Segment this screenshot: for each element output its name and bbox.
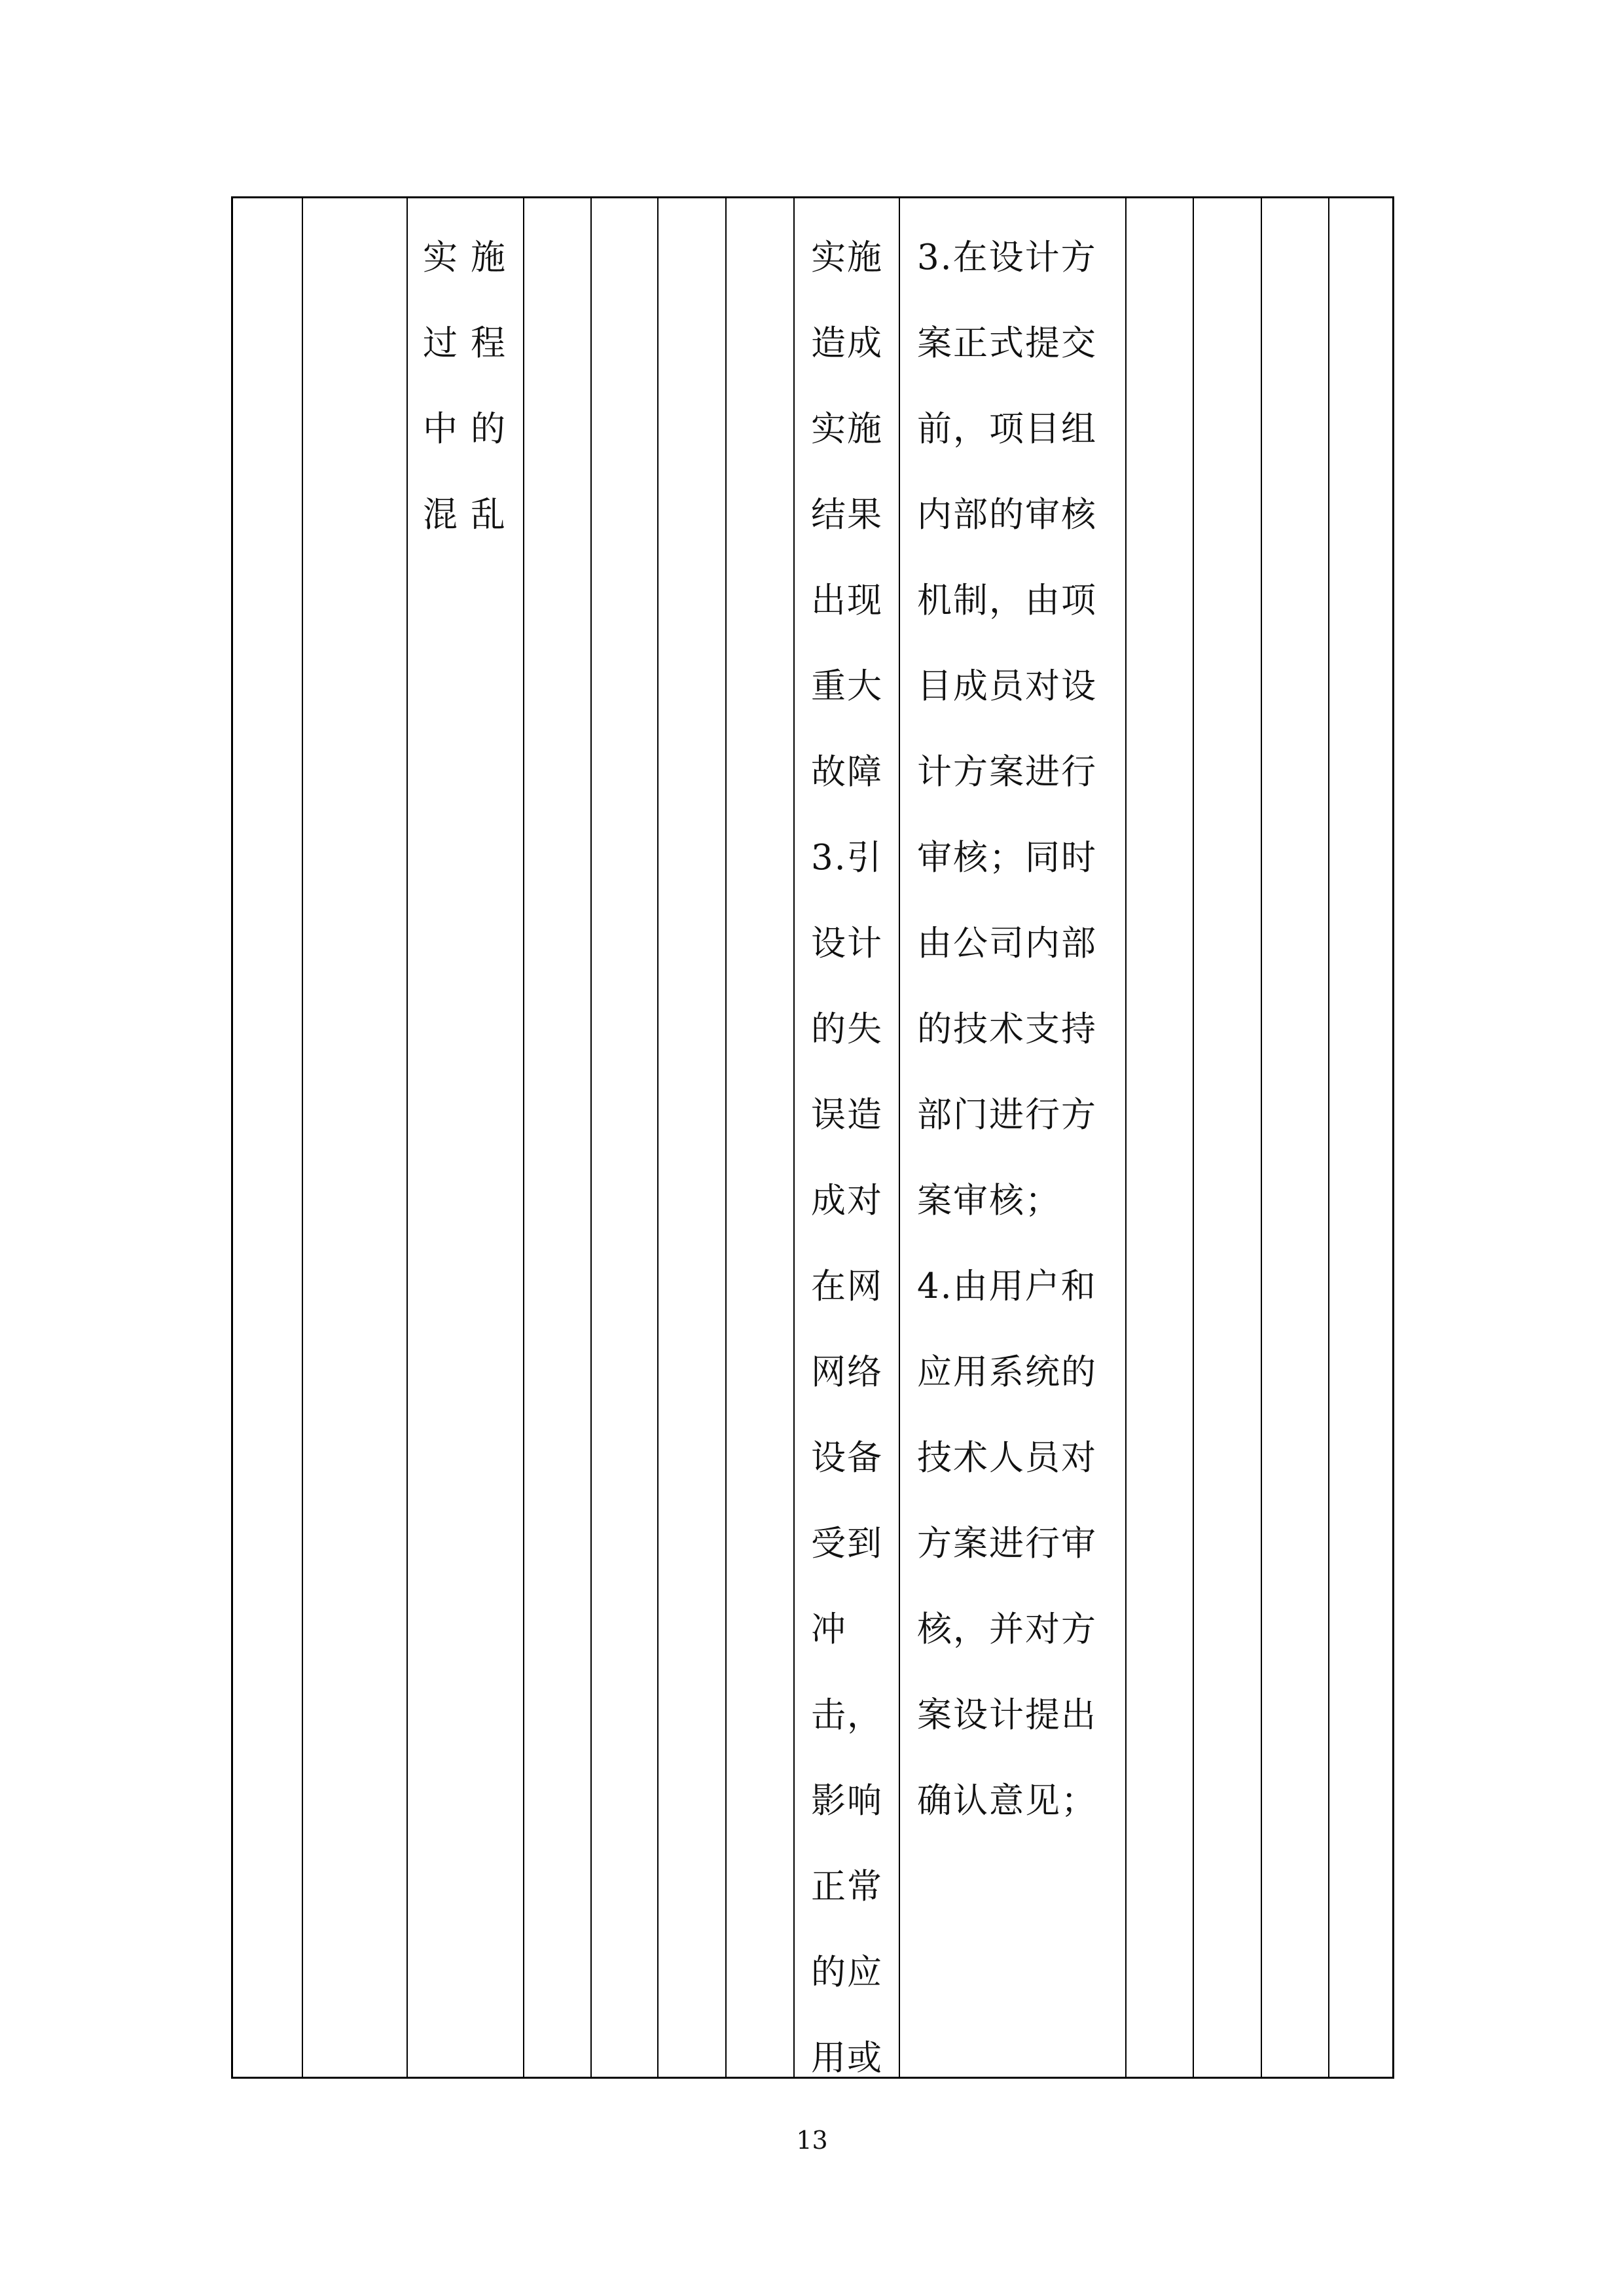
- risk-description-cell: [423, 215, 518, 558]
- text-line: 混乱: [423, 495, 518, 535]
- text-line: 机制，由项: [917, 581, 1097, 620]
- text-line: 技术人员对: [917, 1438, 1097, 1478]
- text-line: 的失: [811, 1009, 883, 1049]
- text-line: 受到: [811, 1524, 883, 1564]
- text-line: 造成: [811, 323, 883, 363]
- text-line: 的应: [811, 1952, 883, 1992]
- text-line: 前，项目组: [917, 409, 1097, 449]
- column-divider: [899, 198, 900, 2077]
- text-line: 内部的审核: [917, 495, 1097, 535]
- text-line: 3.引: [811, 838, 883, 878]
- text-line: 中的: [423, 409, 518, 449]
- page-number: 13: [796, 2126, 828, 2155]
- column-divider: [302, 198, 303, 2077]
- text-line: 部门进行方: [917, 1095, 1097, 1135]
- text-line: 计方案进行: [917, 752, 1097, 792]
- text-line: 实施: [811, 409, 883, 449]
- text-line: 成对: [811, 1181, 883, 1221]
- text-line: 设备: [811, 1438, 883, 1478]
- text-line: 用或: [811, 2038, 883, 2078]
- risk-impact-cell: [811, 215, 883, 2101]
- column-divider: [406, 198, 408, 2077]
- text-line: 网络: [811, 1352, 883, 1392]
- text-line: 实施: [811, 238, 883, 278]
- risk-table: [231, 196, 1394, 2079]
- text-line: 的技术支持: [917, 1009, 1097, 1049]
- text-line: 影响: [811, 1781, 883, 1821]
- column-divider: [1261, 198, 1262, 2077]
- text-line: 案设计提出: [917, 1695, 1097, 1735]
- text-line: 3.在设计方: [917, 238, 1097, 278]
- text-line: 应用系统的: [917, 1352, 1097, 1392]
- text-line: 确认意见；: [917, 1781, 1097, 1821]
- text-line: 出现: [811, 581, 883, 620]
- text-line: 故障: [811, 752, 883, 792]
- text-line: 设计: [811, 924, 883, 963]
- text-line: 目成员对设: [917, 666, 1097, 706]
- column-divider: [523, 198, 524, 2077]
- mitigation-measures-cell: [917, 215, 1097, 1844]
- text-line: 方案进行审: [917, 1524, 1097, 1564]
- column-divider: [1328, 198, 1329, 2077]
- text-line: 重大: [811, 666, 883, 706]
- text-line: 案审核；: [917, 1181, 1061, 1221]
- text-line: 正常: [811, 1867, 883, 1907]
- text-line: 实施: [423, 238, 518, 278]
- text-line: 核，并对方: [917, 1609, 1097, 1649]
- column-divider: [793, 198, 795, 2077]
- text-line: 过程: [423, 323, 518, 363]
- text-line: 击，: [811, 1695, 883, 1735]
- text-line: 案正式提交: [917, 323, 1097, 363]
- text-line: 在网: [811, 1266, 883, 1306]
- text-line: 结果: [811, 495, 883, 535]
- text-line: 4.由用户和: [917, 1266, 1097, 1306]
- column-divider: [1193, 198, 1194, 2077]
- column-divider: [590, 198, 592, 2077]
- column-divider: [725, 198, 727, 2077]
- column-divider: [657, 198, 659, 2077]
- column-divider: [1125, 198, 1127, 2077]
- text-line: 误造: [811, 1095, 883, 1135]
- text-line: 冲: [811, 1609, 847, 1649]
- text-line: 审核；同时: [917, 838, 1097, 878]
- text-line: 由公司内部: [917, 924, 1097, 963]
